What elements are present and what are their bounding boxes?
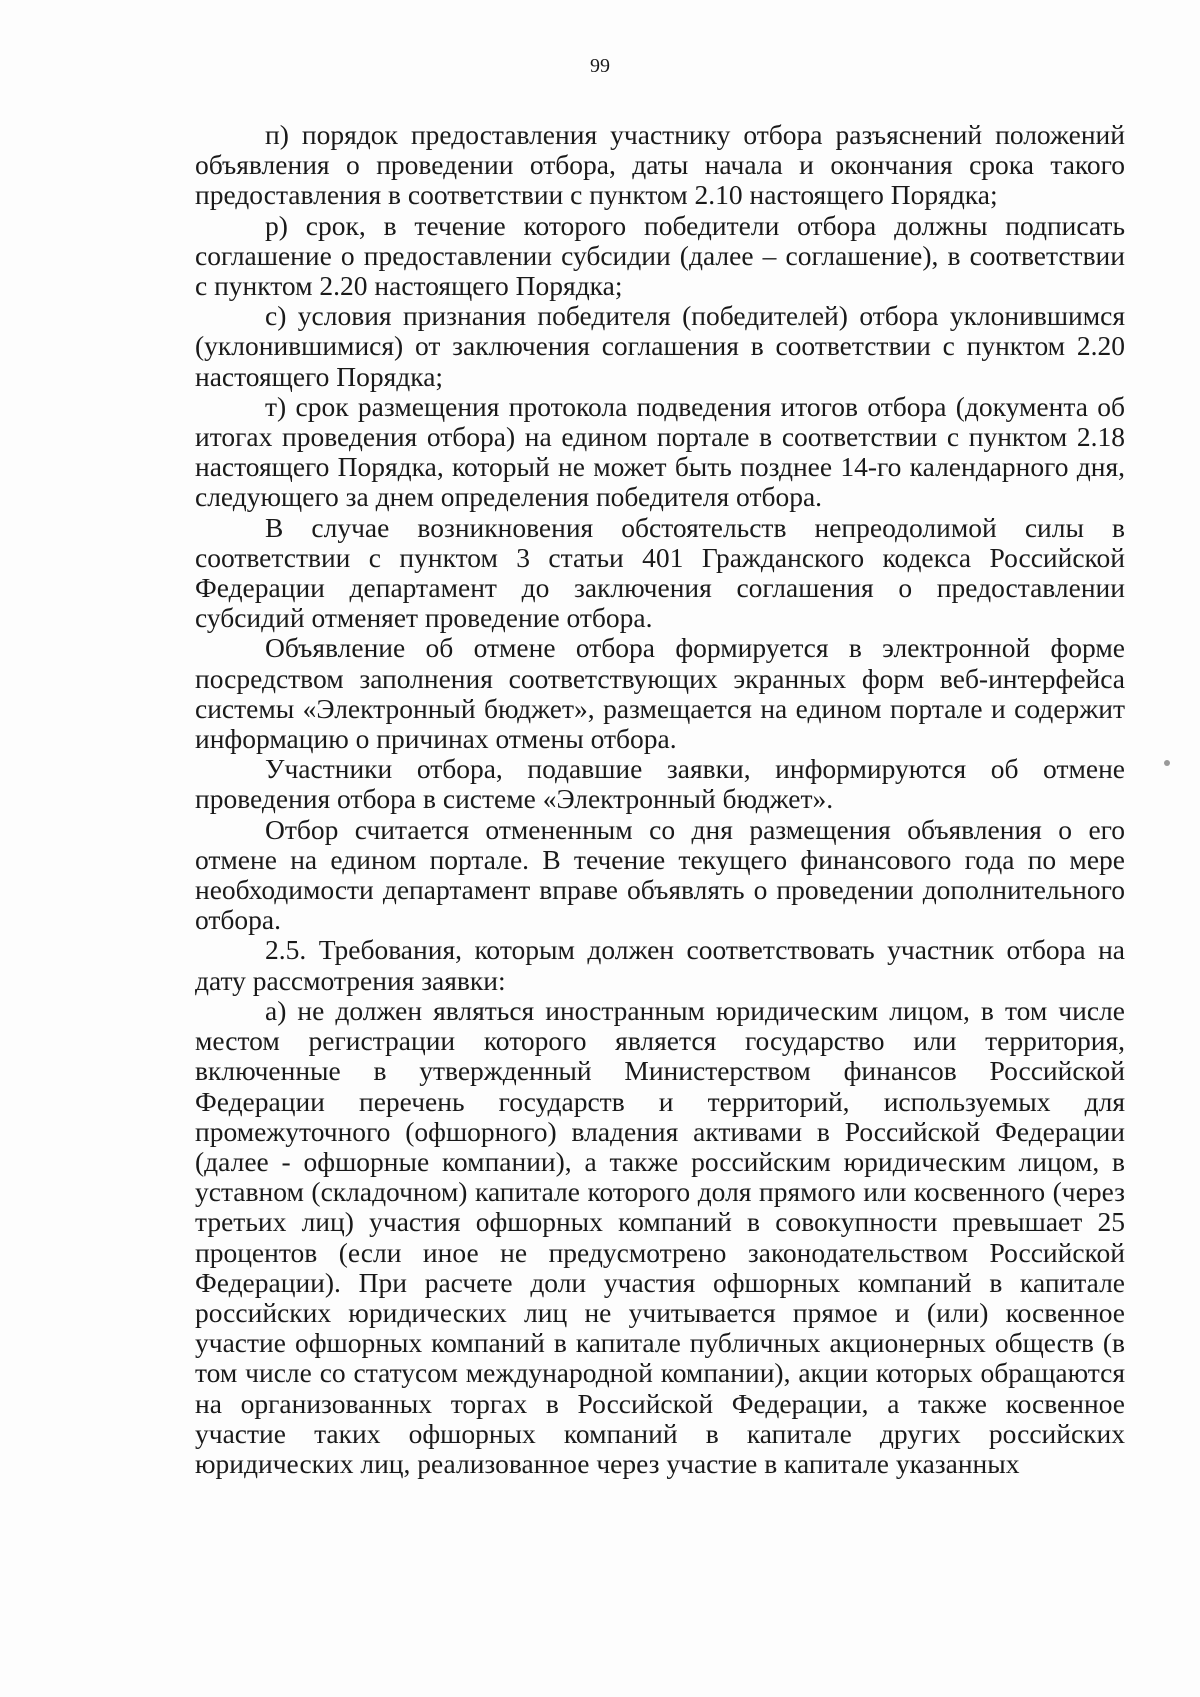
page-number: 99 [590, 55, 610, 77]
paragraph-cancellation-notice: Объявление об отмене отбора формируется в электронной форме посредством заполнения соответствующих экранных форм веб-интерфейса системы «Электронный бюджет», размещается на едином портале и содержит информацию о причинах отмены отбора. [195, 632, 1125, 755]
scan-dot [1164, 760, 1170, 766]
paragraph-force-majeure: В случае возникновения обстоятельств непреодолимой силы в соответствии с пунктом 3 статьи 401 Гражданского кодекса Российской Федерации департамент до заключения соглашения о предоставлении субсидий отменяет проведение отбора. [195, 511, 1125, 634]
paragraph-selection-cancelled: Отбор считается отмененным со дня размещения объявления о его отмене на едином портале. В течение текущего финансового года по мере необходимости департамент вправе объявлять о проведении дополнительного отбора. [195, 813, 1125, 936]
paragraph-item-r: р) срок, в течение которого победители отбора должны подписать соглашение о предоставлении субсидии (далее – соглашение), в соответствии с пунктом 2.20 настоящего Порядка; [195, 209, 1125, 302]
paragraph-item-t: т) срок размещения протокола подведения итогов отбора (документа об итогах проведения отбора) на едином портале в соответствии с пунктом 2.18 настоящего Порядка, который не может быть позднее 14-го календарного дня, следующего за днем определения победителя отбора. [195, 390, 1125, 513]
document-body [195, 120, 1125, 1479]
paragraph-item-p: п) порядок предоставления участнику отбора разъяснений положений объявления о проведении отбора, даты начала и окончания срока такого предоставления в соответствии с пунктом 2.10 настоящего Порядка; [195, 119, 1125, 211]
paragraph-item-a: а) не должен являться иностранным юридическим лицом, в том числе местом регистрации которого является государство или территория, включенные в утвержденный Министерством финансов Российской Федерации перечень государств и территорий, используемых для промежуточного (офшорного) владения активами в Российской Федерации (далее - офшорные компании), а также российским юридическим лицом, в уставном (складочном) капитале которого доля прямого или косвенного (через третьих лиц) участия офшорных компаний в совокупности превышает 25 процентов (если иное не предусмотрено законодательством Российской Федерации). При расчете доли участия офшорных компаний в капитале российских юридических лиц не учитывается прямое и (или) косвенное участие офшорных компаний в капитале публичных акционерных обществ (в том числе со статусом международной компании), акции которых обращаются на организованных торгах в Российской Федерации, а также косвенное участие таких офшорных компаний в капитале других российских юридических лиц, реализованное через участие в капитале указанных [195, 994, 1125, 1479]
paragraph-item-s: с) условия признания победителя (победителей) отбора уклонившимся (уклонившимися) от заключения соглашения в соответствии с пунктом 2.20 настоящего Порядка; [195, 300, 1125, 392]
paragraph-section-2-5: 2.5. Требования, которым должен соответствовать участник отбора на дату рассмотрения заявки: [195, 934, 1125, 996]
paragraph-participants-informed: Участники отбора, подавшие заявки, информируются об отмене проведения отбора в системе «Электронный бюджет». [195, 753, 1125, 815]
